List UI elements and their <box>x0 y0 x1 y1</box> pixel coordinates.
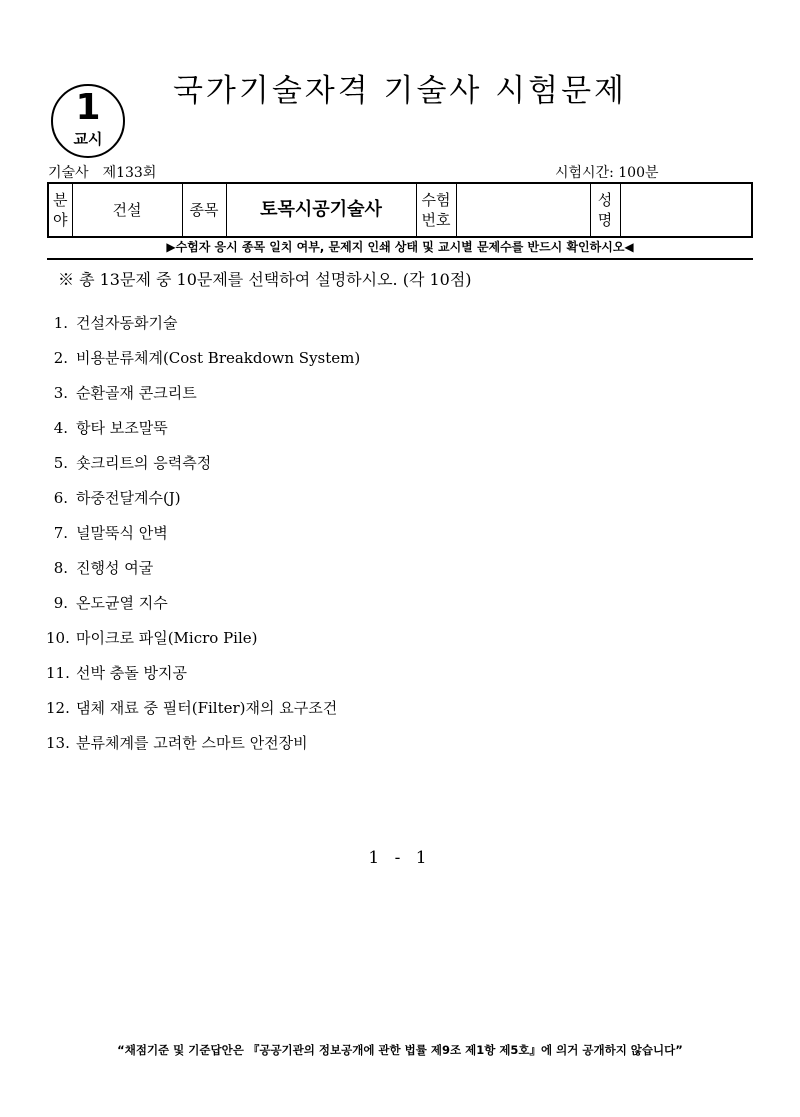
divider <box>47 258 753 260</box>
question-number: 10. <box>46 629 70 647</box>
question-item <box>46 417 360 452</box>
exam-info-table <box>47 182 753 238</box>
question-text: 분류체계를 고려한 스마트 안전장비 <box>76 734 308 752</box>
type-label: 종목 <box>182 183 226 237</box>
question-number: 7. <box>53 524 68 542</box>
question-number: 12. <box>46 699 70 717</box>
question-number: 5. <box>53 454 68 472</box>
exam-number-label: 수험 번호 <box>416 183 456 237</box>
page-title: 국가기술자격 기술사 시험문제 <box>172 73 627 109</box>
exam-type-value: 토목시공기술사 <box>226 183 416 237</box>
page-number: 1 - 1 <box>368 848 432 868</box>
question-number: 9. <box>53 594 68 612</box>
question-number: 1. <box>53 314 68 332</box>
question-text: 선박 충돌 방지공 <box>76 664 187 682</box>
notice: ▶수험자 응시 종목 일치 여부, 문제지 인쇄 상태 및 교시별 문제수를 반드시 확인하시오◀ <box>166 240 634 254</box>
question-text: 숏크리트의 응력측정 <box>76 454 212 472</box>
question-text: 댐체 재료 중 필터(Filter)재의 요구조건 <box>76 699 338 717</box>
question-number: 8. <box>53 559 68 577</box>
question-text: 건설자동화기술 <box>76 314 178 332</box>
question-item <box>46 382 360 417</box>
question-item <box>46 662 360 697</box>
question-text: 진행성 여굴 <box>76 559 154 577</box>
exam-round: 제133회 <box>102 165 157 181</box>
question-item <box>46 697 360 732</box>
exam-category: 기술사 <box>48 165 89 181</box>
period-label: 교시 <box>73 130 103 148</box>
question-item <box>46 557 360 592</box>
question-item <box>46 592 360 627</box>
exam-number-field[interactable] <box>456 183 590 237</box>
question-number: 2. <box>53 349 68 367</box>
question-text: 온도균열 지수 <box>76 594 168 612</box>
name-field[interactable] <box>620 183 752 237</box>
question-number: 13. <box>46 734 70 752</box>
question-item <box>46 522 360 557</box>
question-item <box>46 452 360 487</box>
exam-time: 시험시간: 100분 <box>555 165 659 181</box>
question-item <box>46 487 360 522</box>
question-number: 4. <box>53 419 68 437</box>
exam-meta <box>48 164 156 182</box>
period-badge <box>51 84 125 158</box>
field-value: 건설 <box>72 183 182 237</box>
field-label: 분 야 <box>48 183 72 237</box>
question-list <box>46 312 360 767</box>
footer-note: “채점기준 및 기준답안은 『공공기관의 정보공개에 관한 법률 제9조 제1항 제5호』에 의거 공개하지 않습니다” <box>117 1043 683 1057</box>
question-item <box>46 312 360 347</box>
question-text: 마이크로 파일(Micro Pile) <box>76 629 258 647</box>
question-item <box>46 347 360 382</box>
question-text: 순환골재 콘크리트 <box>76 384 197 402</box>
name-label: 성 명 <box>590 183 620 237</box>
question-number: 11. <box>46 664 70 682</box>
question-text: 하중전달계수(J) <box>76 489 181 507</box>
question-text: 널말뚝식 안벽 <box>76 524 168 542</box>
question-item <box>46 732 360 767</box>
question-text: 항타 보조말뚝 <box>76 419 168 437</box>
instruction: ※ 총 13문제 중 10문제를 선택하여 설명하시오. (각 10점) <box>58 270 472 289</box>
question-number: 6. <box>53 489 68 507</box>
question-item <box>46 627 360 662</box>
question-text: 비용분류체계(Cost Breakdown System) <box>76 349 361 367</box>
question-number: 3. <box>53 384 68 402</box>
period-number: 1 <box>75 87 101 128</box>
